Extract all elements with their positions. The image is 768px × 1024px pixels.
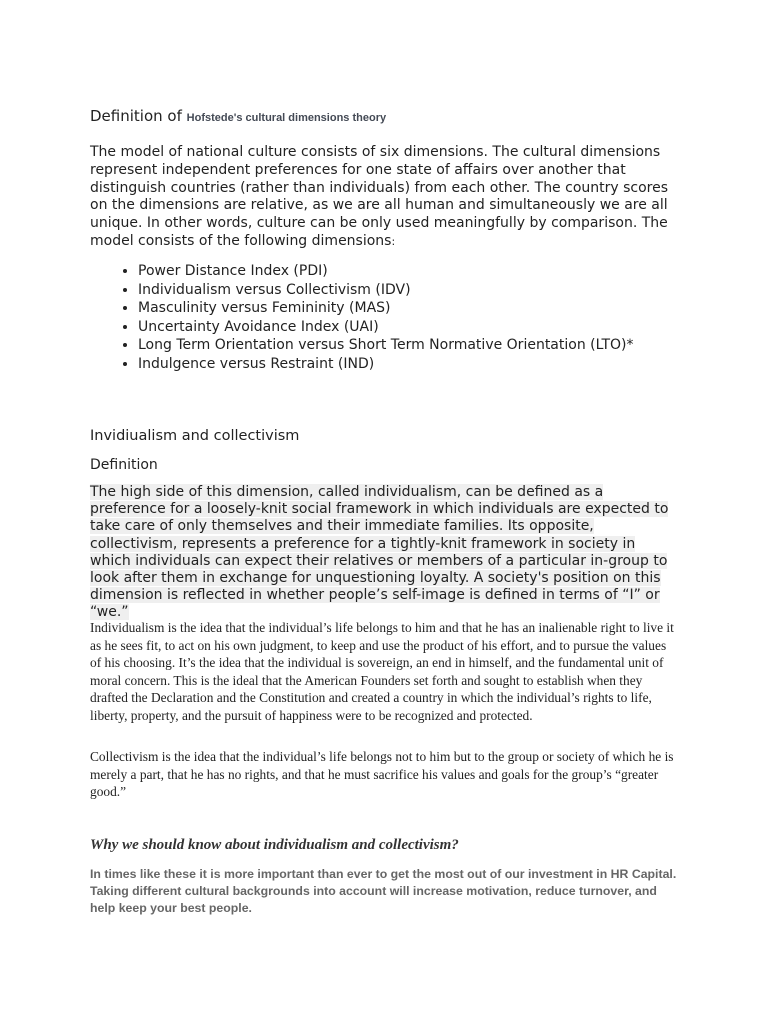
highlighted-quote xyxy=(90,484,680,622)
definition-subheading: Definition xyxy=(90,457,158,473)
individualism-heading: Invidiualism and collectivism xyxy=(90,428,300,444)
hr-paragraph: In times like these it is more important than ever to get the most out of our investment in HR Capital. Taking different cultural backgrounds into account will increase motivation, reduce turnover, and help keep your best people. xyxy=(90,867,677,915)
theory-title: Hofstede's cultural dimensions theory xyxy=(186,112,387,124)
list-item: • Indulgence versus Restraint (IND) xyxy=(138,355,634,374)
collectivism-paragraph: Collectivism is the idea that the individual’s life belongs not to him but to the group or society of which he is merely a part, that he has no rights, and that he must sacrifice his values and goals for the group’s “greater good.” xyxy=(90,749,674,799)
intro-colon: : xyxy=(391,234,396,248)
definition-heading xyxy=(90,107,386,125)
list-item: • Uncertainty Avoidance Index (UAI) xyxy=(138,318,634,337)
list-item: • Masculinity versus Femininity (MAS) xyxy=(138,299,634,318)
dimensions-list xyxy=(90,262,634,374)
individualism-paragraph: Individualism is the idea that the individual’s life belongs to him and that he has an inalienable right to live it as he sees fit, to act on his own judgment, to keep and use the product of his effort, and to pursue the values of his choosing. It’s the idea that the individual is sovereign, an end in himself, and the fundamental unit of moral concern. This is the ideal that the American Founders set forth and sought to establish when they drafted the Declaration and the Constitution and created a country in which the individual’s rights to life, liberty, property, and the pursuit of happiness were to be recognized and protected. xyxy=(90,620,674,723)
intro-text: The model of national culture consists of six dimensions. The cultural dimensions represent independent preferences for one state of affairs over another that distinguish countries (rather than individuals) from each other. The country scores on the dimensions are relative, as we are all human and simultaneously we are all unique. In other words, culture can be only used meaningfully by comparison. The model consists of the following dimensions xyxy=(90,144,669,249)
intro-paragraph xyxy=(90,144,680,251)
quote-text: The high side of this dimension, called individualism, can be defined as a preference for a loosely-knit social framework in which individuals are expected to take care of only themselves and their immediate families. Its opposite, collectivism, represents a preference for a tightly-knit framework in society in which individuals can expect their relatives or members of a particular in-group to look after them in exchange for unquestioning loyalty. A society's position on this dimension is reflected in whether people’s self-image is defined in terms of “I” or “we.” xyxy=(90,484,669,621)
definition-heading-prefix: Definition of xyxy=(90,107,182,125)
list-item: • Individualism versus Collectivism (IDV) xyxy=(138,281,634,300)
why-heading: Why we should know about individualism and collectivism? xyxy=(90,837,459,853)
list-item: • Long Term Orientation versus Short Term Normative Orientation (LTO)* xyxy=(138,336,634,355)
list-item: • Power Distance Index (PDI) xyxy=(138,262,634,281)
